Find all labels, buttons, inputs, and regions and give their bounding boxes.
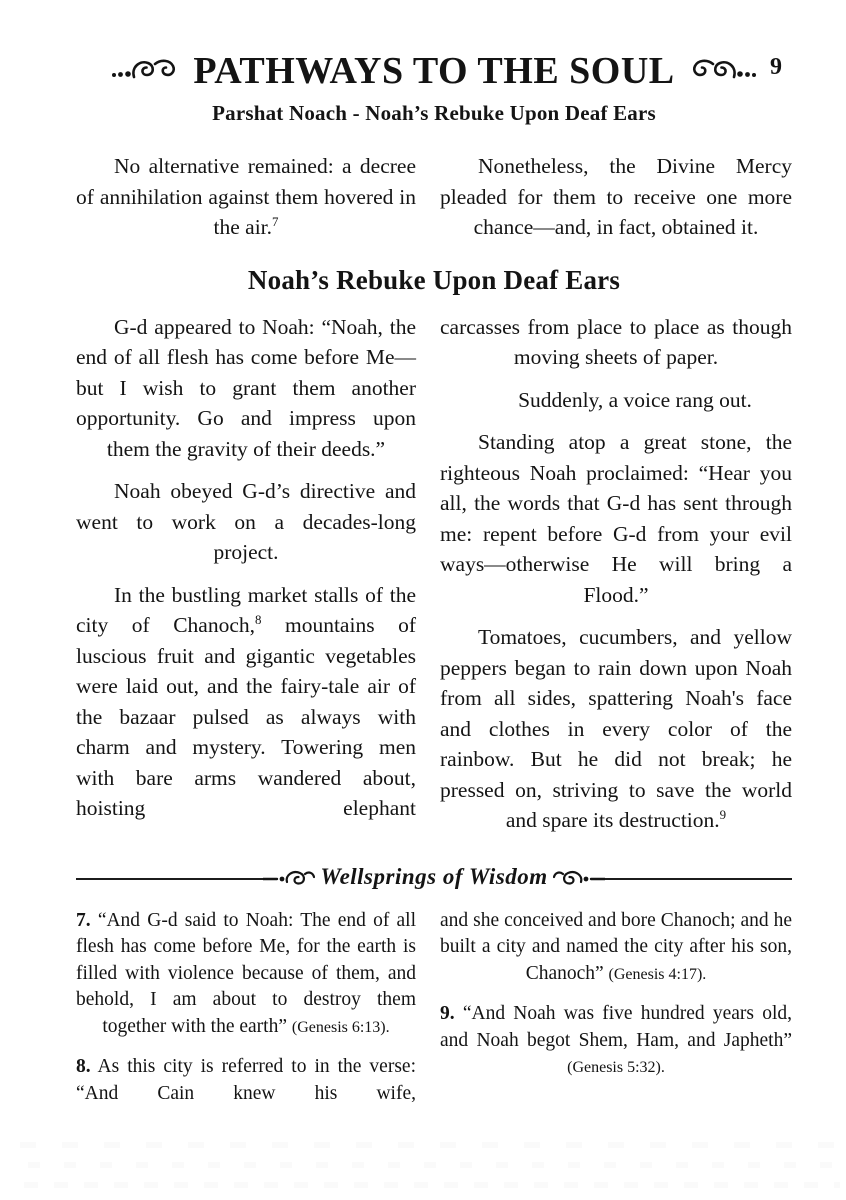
body-paragraph — [76, 580, 416, 824]
paragraph-text: Tomatoes, cucumbers, and yellow peppers began to rain down upon Noah from all sides, spattering Noah's face and clothes in every color of the rainbow. But he did not break; he pressed on, striving to save the world and spare its destruction. — [440, 625, 792, 832]
divider-ornament-right-icon — [553, 869, 605, 889]
page-bleed-through — [20, 1138, 840, 1188]
footnote-number: 7. — [76, 909, 91, 931]
footnotes-columns — [76, 908, 792, 1108]
page-number: 9 — [770, 54, 782, 80]
body-paragraph-continuation: carcasses from place to place as though moving sheets of paper. — [440, 314, 792, 369]
book-title: PATHWAYS TO THE SOUL — [193, 50, 675, 92]
footnotes-banner: Wellsprings of Wisdom — [320, 863, 548, 889]
body-columns — [76, 312, 792, 836]
scroll-flourish-left-icon — [110, 57, 184, 83]
footnote-text: As this city is referred to in the verse: “And Cain knew his wife, — [76, 1056, 416, 1104]
footnote-marker-8: 8 — [255, 612, 262, 627]
footnotes-divider — [76, 862, 792, 896]
footnote-reference: (Genesis 5:32). — [567, 1059, 665, 1076]
body-column-left — [76, 312, 416, 836]
footnotes-column-left — [76, 908, 416, 1108]
footnote-number: 9. — [440, 1003, 455, 1024]
footnote-marker-9: 9 — [719, 807, 727, 822]
footnote-reference: (Genesis 6:13). — [291, 1018, 390, 1036]
footnote-reference: (Genesis 4:17). — [608, 965, 707, 983]
footnotes-column-right — [440, 908, 792, 1108]
footnote-8-continuation — [440, 908, 792, 989]
footnote-marker-7: 7 — [272, 214, 279, 229]
footnote-7 — [76, 908, 416, 1042]
body-paragraph: Standing atop a great stone, the righteous Noah proclaimed: “Hear you all, the words that G-d has sent through me: repent before G-d from your evil ways—otherwise He will bring a Flood.” — [440, 430, 792, 607]
title-row — [76, 44, 792, 96]
footnote-9 — [440, 1001, 792, 1082]
footnote-number: 8. — [76, 1056, 91, 1077]
intro-column-left — [76, 151, 416, 243]
paragraph-text: In the bustling market stalls of the city of Chanoch, — [76, 582, 416, 637]
divider-rule-right — [605, 878, 792, 880]
intro-left-paragraph — [76, 151, 416, 243]
page-header — [76, 44, 792, 126]
divider-ornament-left-icon — [263, 869, 315, 889]
body-paragraph: Noah obeyed G-d’s directive and went to work on a decades-long project. — [76, 479, 416, 564]
chapter-subtitle: Parshat Noach - Noah’s Rebuke Upon Deaf Ears — [212, 101, 656, 125]
body-column-right — [440, 312, 792, 836]
body-paragraph: G-d appeared to Noah: “Noah, the end of all flesh has come before Me—but I wish to grant them another opportunity. Go and impress upon them the gravity of their deeds.” — [76, 314, 416, 461]
footnote-text: “And Noah was five hundred years old, and Noah begot Shem, Ham, and Japheth” — [440, 1003, 792, 1051]
intro-column-right — [440, 151, 792, 243]
body-paragraph — [440, 622, 792, 836]
paragraph-text: mountains of luscious fruit and gigantic vegetables were laid out, and the fairy-tale air of the bazaar pulsed as always with charm and mystery. Towering men with bare arms wandered about, hoisting elephant — [76, 613, 416, 820]
footnote-text: and she conceived and bore Chanoch; and he built a city and named the city after his son, Chanoch” — [440, 909, 792, 984]
section-heading: Noah’s Rebuke Upon Deaf Ears — [247, 264, 621, 295]
body-paragraph: Suddenly, a voice rang out. — [518, 387, 752, 412]
scroll-flourish-right-icon — [684, 57, 758, 83]
divider-rule-left — [76, 878, 263, 880]
footnote-text: “And G-d said to Noah: The end of all flesh has come before Me, for the earth is filled with violence because of them, and behold, I am about to destroy them together with the earth” — [76, 909, 416, 1037]
intro-right-paragraph: Nonetheless, the Divine Mercy pleaded for them to receive one more chance—and, in fact, obtained it. — [440, 154, 792, 239]
paragraph-text: No alternative remained: a decree of annihilation against them hovered in the air. — [76, 154, 416, 239]
intro-columns — [76, 151, 792, 243]
footnote-8 — [76, 1054, 416, 1107]
